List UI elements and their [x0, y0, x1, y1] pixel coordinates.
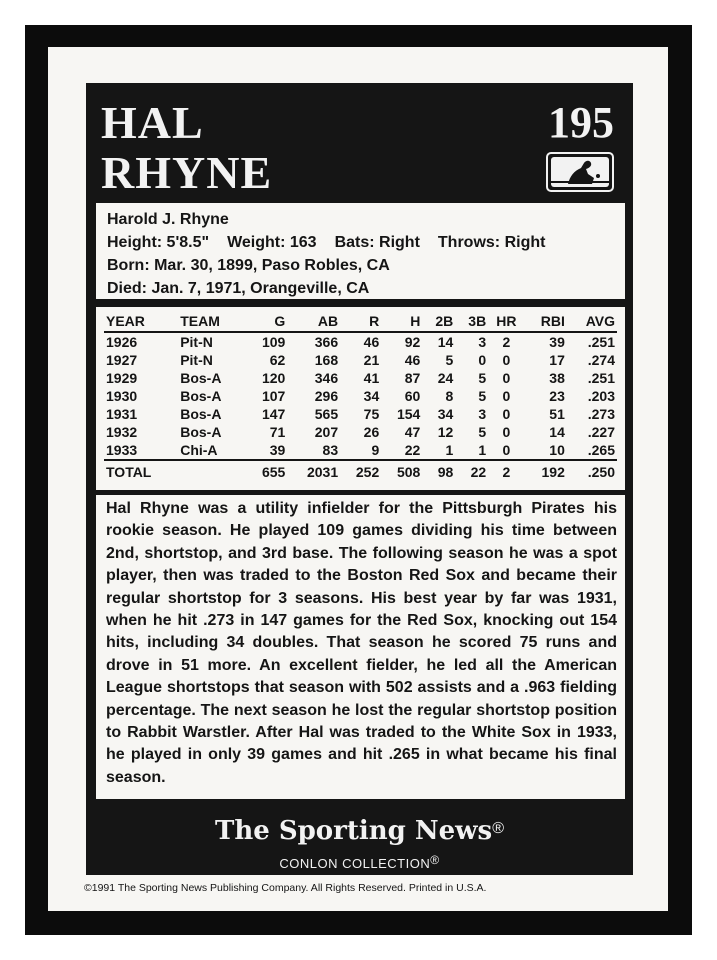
biography-text: Hal Rhyne was a utility infielder for the Pittsburgh Pirates his rookie season. He played 109 games dividing his time between 2nd, shortstop, and 3rd base. The following season he was a spot player, then was traded to the Boston Red Sox and became their regular shortstop for 3 seasons. His best year by far was 1931, when he hit .273 in 147 games for the Red Sox, knocking out 154 hits, including 34 doubles. That season he scored 75 runs and drove in 51 more. An excellent fielder, he led all the American League shortstops that season with 502 assists and a .963 fielding percentage. The next season he lost the regular shortstop position to Rabbit Warstler. After Hal was traded to the White Sox in 1933, he played in only 39 games and hit .265 in what became his final season.	[96, 495, 625, 799]
player-last-name: RHYNE	[101, 147, 273, 198]
stats-header: R	[340, 310, 381, 332]
stats-cell: .273	[587, 406, 615, 422]
stats-header: 3B	[455, 310, 488, 332]
player-first-name: HAL	[101, 97, 204, 148]
stats-cell: Bos-A	[180, 388, 222, 404]
brand-logo	[86, 812, 633, 848]
stats-header: YEAR	[104, 310, 178, 332]
bio-weight: Weight: 163	[227, 234, 317, 251]
stats-table	[104, 310, 617, 483]
stats-cell: 1	[478, 442, 487, 458]
stats-cell: 5	[478, 388, 487, 404]
bio-died: Died: Jan. 7, 1971, Orangeville, CA	[107, 280, 370, 297]
collection-registered-mark: ®	[430, 853, 440, 867]
stats-cell: 0	[502, 370, 511, 386]
stats-cell: 154	[396, 406, 421, 422]
stats-cell: 2	[502, 334, 511, 350]
card-number: 195	[548, 98, 614, 147]
stats-cell: 107	[261, 388, 286, 404]
stats-cell: Chi-A	[180, 442, 218, 458]
stats-total-row	[104, 460, 617, 483]
stats-total-cell: 655	[246, 460, 287, 483]
stats-header: RBI	[525, 310, 567, 332]
bio-height: Height: 5'8.5"	[107, 234, 210, 251]
stats-cell: .203	[587, 388, 615, 404]
stats-cell: Bos-A	[180, 370, 222, 386]
stats-cell: .274	[587, 352, 615, 368]
stats-row	[104, 441, 617, 460]
stats-cell: 1933	[106, 442, 138, 458]
copyright-line: ©1991 The Sporting News Publishing Company. All Rights Reserved. Printed in U.S.A.	[84, 882, 487, 894]
bio-full-name: Harold J. Rhyne	[107, 211, 229, 228]
stats-cell: 14	[437, 334, 454, 350]
stats-cell: Pit-N	[180, 352, 213, 368]
stats-cell: 120	[261, 370, 286, 386]
stats-cell: 83	[322, 442, 339, 458]
stats-cell: 565	[314, 406, 339, 422]
stats-cell: 1932	[106, 424, 138, 440]
stats-header: AB	[287, 310, 340, 332]
stats-cell: 0	[502, 352, 511, 368]
stats-cell: 0	[502, 442, 511, 458]
stats-cell: 39	[549, 334, 565, 350]
stats-row	[104, 332, 617, 351]
stats-total-cell: .250	[567, 460, 617, 483]
stats-cell: 296	[314, 388, 339, 404]
stats-cell: 1931	[106, 406, 138, 422]
stats-cell: .251	[587, 370, 615, 386]
stats-row	[104, 369, 617, 387]
stats-cell: Bos-A	[180, 424, 222, 440]
stats-cell: 109	[261, 334, 286, 350]
stats-cell: 87	[404, 370, 421, 386]
stats-total-cell: 192	[525, 460, 567, 483]
stats-cell: 346	[314, 370, 339, 386]
stats-total-cell: 98	[422, 460, 455, 483]
stats-cell: 41	[363, 370, 380, 386]
stats-cell: 0	[502, 388, 511, 404]
stats-header-row	[104, 310, 617, 332]
stats-cell: 23	[549, 388, 565, 404]
stats-total-cell: 508	[381, 460, 422, 483]
stats-box	[96, 307, 625, 490]
stats-total-cell: 22	[455, 460, 488, 483]
stats-cell: Bos-A	[180, 406, 222, 422]
stats-cell: 46	[404, 352, 421, 368]
stats-cell: 34	[437, 406, 454, 422]
stats-cell: Pit-N	[180, 334, 213, 350]
stats-cell: 207	[314, 424, 339, 440]
stats-cell: 38	[549, 370, 565, 386]
stats-cell: 1927	[106, 352, 138, 368]
stats-cell: 5	[445, 352, 454, 368]
player-name	[101, 98, 272, 198]
stats-cell: 24	[437, 370, 454, 386]
stats-header: H	[381, 310, 422, 332]
stats-row	[104, 423, 617, 441]
stats-cell: 10	[549, 442, 565, 458]
stats-cell: 26	[363, 424, 380, 440]
stats-cell: 46	[363, 334, 380, 350]
stats-cell: 0	[502, 406, 511, 422]
stats-total-cell: 2	[488, 460, 524, 483]
bio-bats: Bats: Right	[334, 234, 420, 251]
brand-registered-mark: ®	[492, 820, 504, 837]
stats-cell: .251	[587, 334, 615, 350]
stats-total-cell: TOTAL	[104, 460, 178, 483]
stats-cell: 147	[261, 406, 286, 422]
mlb-logo-icon	[546, 152, 614, 192]
collection-label	[86, 850, 633, 874]
stats-cell: 71	[269, 424, 286, 440]
collection-name: CONLON COLLECTION	[279, 856, 431, 871]
stats-cell: 0	[502, 424, 511, 440]
stats-cell: .227	[587, 424, 615, 440]
stats-cell: 1929	[106, 370, 138, 386]
stats-header: HR	[488, 310, 524, 332]
stats-header: TEAM	[178, 310, 246, 332]
stats-cell: 1	[445, 442, 454, 458]
stats-cell: 5	[478, 424, 487, 440]
stats-cell: 17	[549, 352, 565, 368]
stats-cell: 9	[371, 442, 380, 458]
stats-cell: 3	[478, 334, 487, 350]
stats-row	[104, 405, 617, 423]
stats-cell: 62	[269, 352, 286, 368]
stats-cell: 1926	[106, 334, 138, 350]
stats-header: G	[246, 310, 287, 332]
bio-throws: Throws: Right	[437, 234, 546, 251]
stats-total-cell: 2031	[287, 460, 340, 483]
stats-row	[104, 351, 617, 369]
stats-cell: 21	[363, 352, 380, 368]
stats-cell: .265	[587, 442, 615, 458]
stats-header: AVG	[567, 310, 617, 332]
bio-box	[96, 203, 625, 299]
stats-cell: 5	[478, 370, 487, 386]
bio-measurements	[107, 231, 625, 254]
stats-cell: 0	[478, 352, 487, 368]
stats-cell: 1930	[106, 388, 138, 404]
stats-cell: 8	[445, 388, 454, 404]
stats-cell: 3	[478, 406, 487, 422]
stats-cell: 51	[549, 406, 565, 422]
stats-total-cell: 252	[340, 460, 381, 483]
stats-cell: 92	[404, 334, 421, 350]
stats-total-cell	[178, 460, 246, 483]
stats-cell: 75	[363, 406, 380, 422]
stats-header: 2B	[422, 310, 455, 332]
bio-born: Born: Mar. 30, 1899, Paso Robles, CA	[107, 257, 390, 274]
stats-cell: 60	[404, 388, 421, 404]
stats-cell: 47	[404, 424, 421, 440]
stats-cell: 14	[549, 424, 565, 440]
stats-cell: 22	[404, 442, 421, 458]
stats-cell: 34	[363, 388, 380, 404]
stats-cell: 39	[269, 442, 286, 458]
stats-cell: 168	[314, 352, 339, 368]
brand-name: The Sporting News	[215, 816, 493, 846]
stats-cell: 366	[314, 334, 339, 350]
stats-cell: 12	[437, 424, 454, 440]
stats-row	[104, 387, 617, 405]
